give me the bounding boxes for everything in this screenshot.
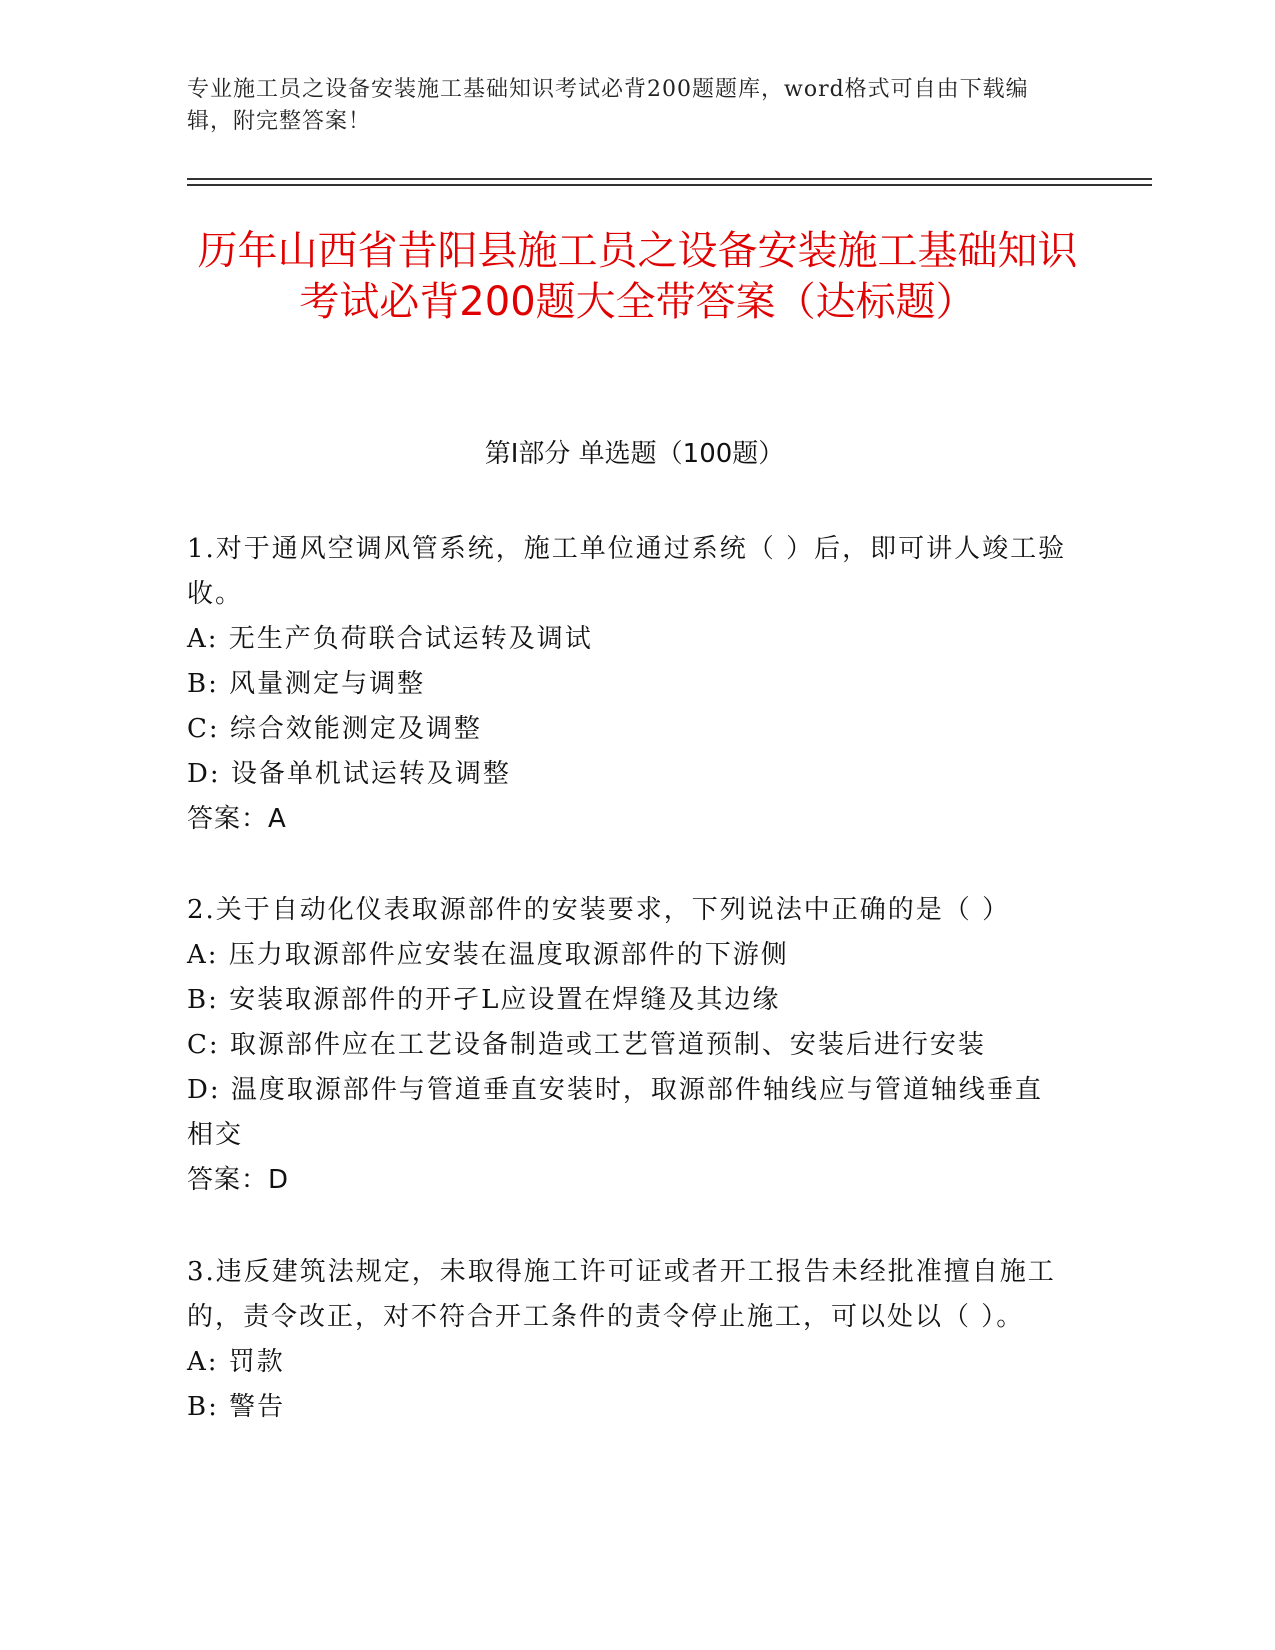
option-d: D: 温度取源部件与管道垂直安装时，取源部件轴线应与管道轴线垂直相交 xyxy=(187,1075,1043,1150)
option-c: C: 取源部件应在工艺设备制造或工艺管道预制、安装后进行安装 xyxy=(187,1030,986,1060)
question-1 xyxy=(187,527,1067,842)
question-stem: 3.违反建筑法规定，未取得施工许可证或者开工报告未经批准擅自施工的，责令改正，对不符合开工条件的责令停止施工，可以处以（ ）。 xyxy=(187,1257,1056,1332)
option-c: C: 综合效能测定及调整 xyxy=(187,714,482,744)
option-b: B: 风量测定与调整 xyxy=(187,669,426,699)
option-a: A: 压力取源部件应安装在温度取源部件的下游侧 xyxy=(187,940,789,970)
header-divider-top xyxy=(187,178,1152,180)
header-note: 专业施工员之设备安装施工基础知识考试必背200题题库，word格式可自由下载编辑，附完整答案！ xyxy=(187,77,1029,134)
option-a: A: 罚款 xyxy=(187,1347,285,1377)
section-title: 第Ⅰ部分 单选题（100题） xyxy=(484,439,785,469)
question-3 xyxy=(187,1250,1067,1430)
option-d: D: 设备单机试运转及调整 xyxy=(187,759,511,789)
question-2 xyxy=(187,888,1067,1203)
option-b: B: 警告 xyxy=(187,1392,286,1422)
option-a: A: 无生产负荷联合试运转及调试 xyxy=(187,624,593,654)
answer: 答案：A xyxy=(187,804,287,834)
document-title: 历年山西省昔阳县施工员之设备安装施工基础知识考试必背200题大全带答案（达标题） xyxy=(197,228,1078,325)
question-stem: 2.关于自动化仪表取源部件的安装要求，下列说法中正确的是（ ） xyxy=(187,895,1011,925)
answer: 答案：D xyxy=(187,1165,290,1195)
option-b: B: 安装取源部件的开孑L应设置在焊缝及其边缘 xyxy=(187,985,781,1015)
header-divider-bottom xyxy=(187,184,1152,186)
question-stem: 1.对于通风空调风管系统，施工单位通过系统（ ）后，即可讲人竣工验收。 xyxy=(187,534,1067,609)
